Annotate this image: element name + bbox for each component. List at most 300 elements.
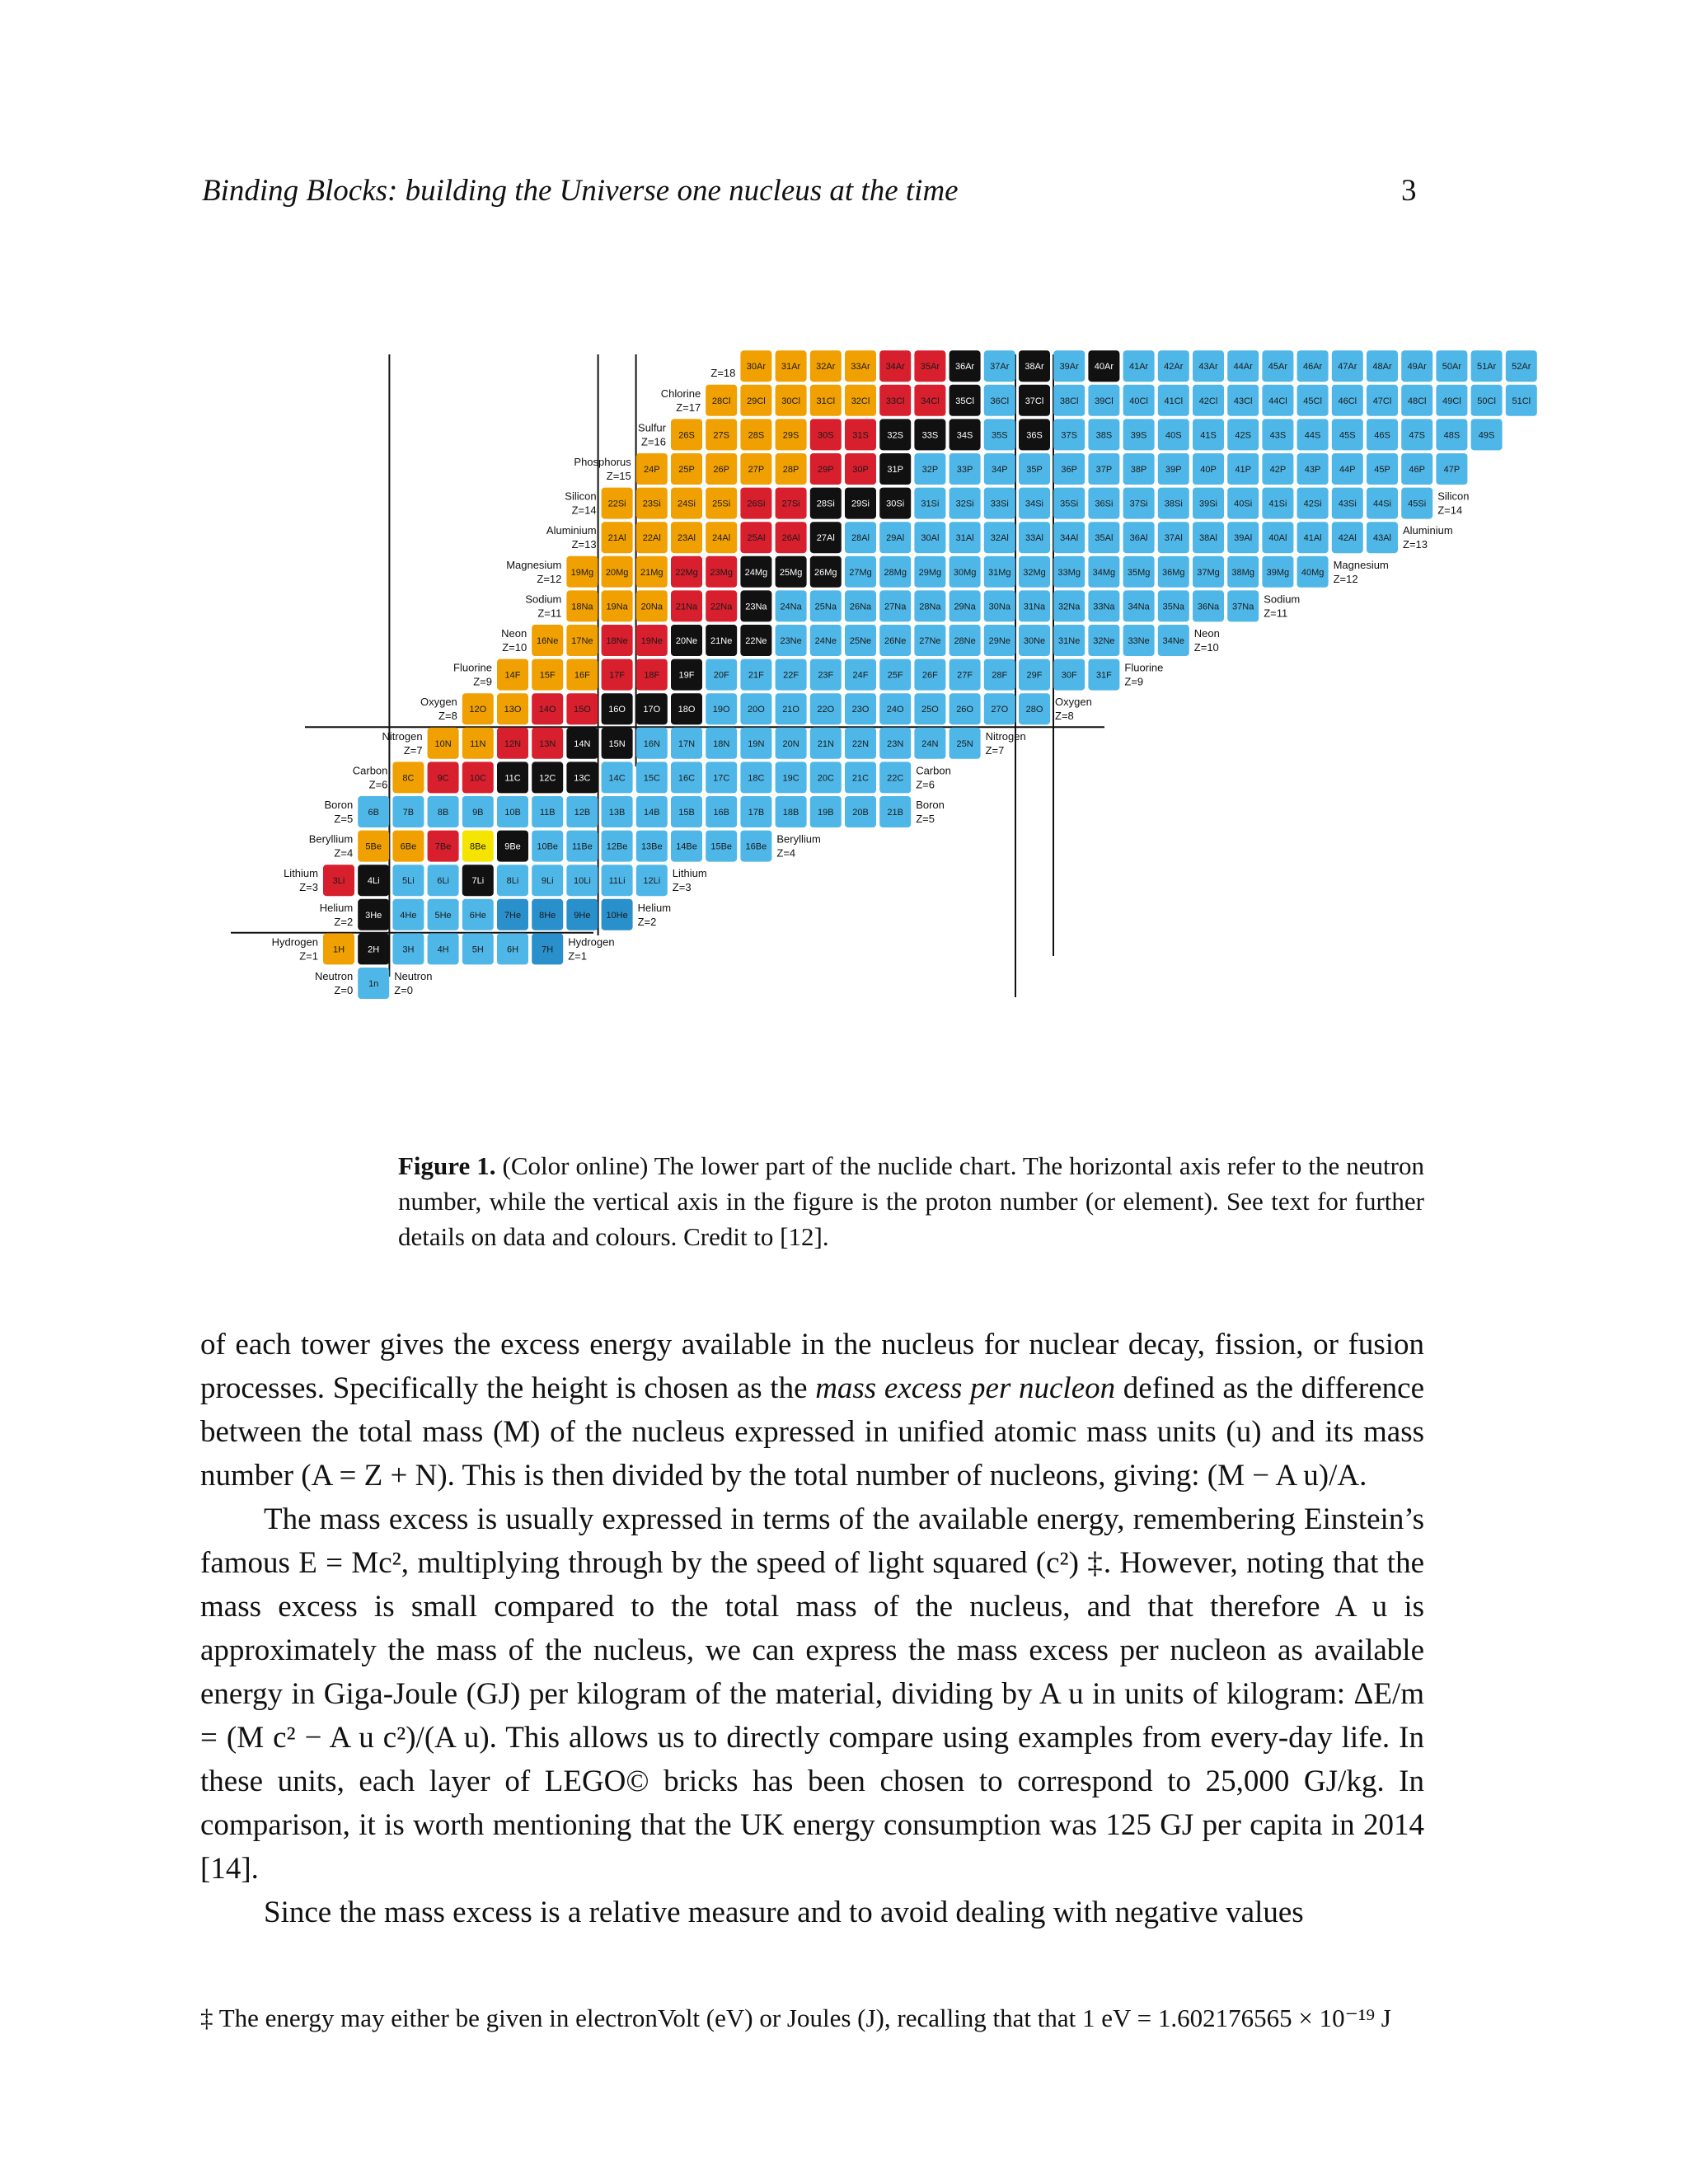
nuclide-symbol: 43P	[1304, 465, 1321, 475]
nuclide-symbol: 21Al	[607, 533, 626, 544]
nuclide-symbol: 41Al	[1303, 533, 1322, 544]
element-z-label: Z=6	[368, 778, 388, 791]
nuclide-symbol: 51Cl	[1512, 396, 1531, 406]
nuclide-symbol: 17O	[643, 705, 661, 715]
paragraph-1	[200, 1323, 1424, 1497]
nuclide-symbol: 40P	[1200, 465, 1217, 475]
nuclide-symbol: 42Al	[1338, 533, 1357, 544]
nuclide-symbol: 41Ar	[1128, 362, 1149, 373]
nuclide-symbol: 27Al	[816, 533, 835, 544]
nuclide-symbol: 40Al	[1268, 533, 1287, 544]
nuclide-symbol: 38P	[1130, 465, 1147, 475]
nuclide-symbol: 13O	[504, 705, 522, 715]
nuclide-symbol: 42Ar	[1164, 362, 1184, 373]
nuclide-symbol: 26P	[713, 465, 729, 475]
nuclide-symbol: 28F	[992, 670, 1008, 681]
nuclide-symbol: 12C	[539, 773, 556, 784]
nuclide-symbol: 23Mg	[710, 567, 733, 578]
nuclide-symbol: 39Si	[1198, 499, 1218, 509]
nuclide-symbol: 10Li	[574, 876, 591, 887]
nuclide-symbol: 28Cl	[711, 396, 731, 406]
right-element-name: Aluminium	[1403, 524, 1453, 537]
nuclide-symbol: 42Si	[1303, 499, 1322, 509]
nuclide-symbol: 31Cl	[816, 396, 836, 406]
nuclide-symbol: 28O	[1025, 705, 1043, 715]
nuclide-symbol: 15O	[574, 705, 591, 715]
nuclide-symbol: 3H	[402, 944, 415, 955]
element-z-label: Z=13	[571, 538, 597, 551]
right-element-name: Lithium	[672, 867, 707, 880]
nuclide-symbol: 30Na	[988, 602, 1010, 612]
running-title: Binding Blocks: building the Universe one nucleus at the time	[202, 174, 959, 208]
nuclide-symbol: 1H	[332, 944, 345, 955]
nuclide-symbol: 29Na	[954, 602, 976, 612]
nuclide-symbol: 46P	[1409, 465, 1425, 475]
nuclide-symbol: 25Si	[712, 499, 731, 509]
nuclide-symbol: 32Ne	[1093, 636, 1115, 646]
nuclide-symbol: 43Ar	[1198, 362, 1218, 373]
nuclide-symbol: 22Ne	[745, 636, 767, 646]
nuclide-symbol: 19O	[712, 705, 730, 715]
nuclide-symbol: 43Al	[1372, 533, 1392, 544]
nuclide-symbol: 27F	[957, 670, 973, 681]
nuclide-symbol: 38Al	[1198, 533, 1218, 544]
nuclide-symbol: 13Be	[640, 841, 663, 852]
nuclide-symbol: 6B	[368, 808, 379, 818]
right-element-z: Z=1	[568, 949, 587, 963]
element-name-label: Sulfur	[638, 421, 666, 434]
nuclide-symbol: 15B	[678, 808, 695, 818]
figure-caption-text: (Color online) The lower part of the nuclide chart. The horizontal axis refer to the neutron number, while the vertical axis in the figure is the proton number (or element). See text for further details on data and colours. Credit to [12].	[398, 1151, 1424, 1251]
nuclide-symbol: 23Al	[677, 533, 696, 544]
nuclide-symbol: 19Mg	[570, 567, 594, 578]
nuclide-symbol: 4H	[437, 944, 449, 955]
nuclide-symbol: 8Be	[470, 841, 486, 852]
nuclide-symbol: 25Na	[814, 602, 837, 612]
nuclide-symbol: 34Mg	[1092, 567, 1116, 578]
nuclide-symbol: 16F	[574, 670, 590, 681]
nuclide-symbol: 14F	[504, 670, 521, 681]
nuclide-symbol: 35P	[1026, 465, 1043, 475]
nuclide-symbol: 3Li	[332, 876, 345, 887]
nuclide-symbol: 24N	[921, 738, 939, 749]
element-z-label: Z=14	[571, 504, 597, 517]
right-element-name: Neutron	[394, 970, 433, 982]
nuclide-symbol: 38Mg	[1231, 567, 1254, 578]
element-name-label: Oxygen	[420, 696, 457, 709]
nuclide-symbol: 31Si	[921, 499, 940, 509]
nuclide-symbol: 40Mg	[1301, 567, 1325, 578]
nuclide-symbol: 20F	[713, 670, 729, 681]
element-z-label: Z=4	[334, 846, 354, 860]
right-element-z: Z=12	[1333, 572, 1358, 585]
nuclide-symbol: 7B	[402, 808, 415, 818]
element-name-label: Aluminium	[546, 524, 597, 537]
element-z-label: Z=9	[473, 675, 492, 688]
nuclide-cells	[323, 350, 1537, 999]
nuclide-symbol: 31P	[887, 465, 903, 475]
nuclide-symbol: 42Cl	[1198, 396, 1218, 406]
nuclide-symbol: 9He	[574, 910, 591, 921]
figure-label: Figure 1.	[398, 1151, 496, 1180]
nuclide-symbol: 24Na	[780, 602, 802, 612]
nuclide-symbol: 33Al	[1025, 533, 1044, 544]
nuclide-symbol: 35Cl	[955, 396, 974, 406]
element-z-label: Z=16	[641, 435, 666, 448]
nuclide-symbol: 19Na	[606, 602, 628, 612]
nuclide-symbol: 17B	[748, 808, 765, 818]
nuclide-symbol: 51Ar	[1476, 362, 1497, 373]
nuclide-symbol: 22F	[783, 670, 799, 681]
nuclide-symbol: 11B	[539, 808, 556, 818]
nuclide-symbol: 48Ar	[1372, 362, 1392, 373]
nuclide-symbol: 34Si	[1025, 499, 1044, 509]
nuclide-symbol: 25Ne	[849, 636, 872, 646]
nuclide-symbol: 20Mg	[605, 567, 629, 578]
nuclide-symbol: 30Mg	[953, 567, 977, 578]
nuclide-symbol: 40Ar	[1094, 362, 1114, 373]
nuclide-symbol: 39Ar	[1059, 362, 1079, 373]
nuclide-symbol: 19F	[678, 670, 695, 681]
nuclide-symbol: 44Si	[1372, 499, 1392, 509]
nuclide-symbol: 26Si	[747, 499, 766, 509]
element-name-label: Phosphorus	[574, 456, 631, 468]
nuclide-symbol: 23Ne	[780, 636, 802, 646]
paragraph-1-part-a: of each tower gives the excess energy available in the nucleus for nuclear decay, fission, or fusion processes. Specifically the height is chosen as the	[200, 1328, 1424, 1405]
nuclide-symbol: 29Si	[851, 499, 870, 509]
element-name-label: Fluorine	[453, 661, 492, 674]
nuclide-symbol: 12Be	[606, 841, 628, 852]
nuclide-symbol: 44Ar	[1233, 362, 1253, 373]
element-name-label: Neon	[501, 627, 528, 640]
nuclide-symbol: 10He	[606, 910, 628, 921]
nuclide-symbol: 37S	[1061, 430, 1077, 441]
nuclide-symbol: 9B	[472, 808, 484, 818]
nuclide-symbol: 32Al	[990, 533, 1009, 544]
nuclide-symbol: 14Be	[676, 841, 697, 852]
nuclide-symbol: 40Si	[1234, 499, 1253, 509]
nuclide-symbol: 10B	[504, 808, 521, 818]
nuclide-symbol: 27S	[713, 430, 729, 441]
nuclide-symbol: 36S	[1026, 430, 1043, 441]
nuclide-symbol: 10Be	[537, 841, 559, 852]
element-z-label: Z=15	[606, 470, 631, 482]
nuclide-symbol: 1n	[368, 979, 379, 989]
nuclide-symbol: 2H	[368, 944, 380, 955]
element-name-label: Lithium	[284, 867, 318, 880]
nuclide-symbol: 50Cl	[1477, 396, 1496, 406]
element-name-label: Silicon	[565, 490, 597, 503]
nuclide-symbol: 13N	[539, 738, 556, 749]
nuclide-symbol: 7Li	[471, 876, 485, 887]
nuclide-symbol: 9Be	[504, 841, 521, 852]
nuclide-symbol: 46S	[1374, 430, 1390, 441]
nuclide-symbol: 7He	[504, 910, 522, 921]
paragraph-3: Since the mass excess is a relative measure and to avoid dealing with negative values	[264, 1896, 1304, 1929]
nuclide-symbol: 30P	[852, 465, 869, 475]
nuclide-symbol: 33Ar	[851, 362, 870, 373]
nuclide-symbol: 19N	[748, 738, 765, 749]
nuclide-symbol: 37Si	[1129, 499, 1148, 509]
element-name-label: Neutron	[314, 970, 354, 982]
nuclide-symbol: 39Mg	[1266, 567, 1290, 578]
nuclide-symbol: 26F	[921, 670, 938, 681]
nuclide-symbol: 17C	[713, 773, 730, 784]
nuclide-symbol: 47Ar	[1338, 362, 1357, 373]
nuclide-symbol: 31Ar	[781, 362, 801, 373]
nuclide-symbol: 33Cl	[885, 396, 905, 406]
right-element-name: Neon	[1193, 627, 1220, 640]
nuclide-symbol: 22Na	[710, 602, 733, 612]
nuclide-symbol: 41P	[1235, 465, 1251, 475]
nuclide-symbol: 27P	[748, 465, 765, 475]
nuclide-symbol: 5Be	[365, 841, 382, 852]
nuclide-symbol: 17Ne	[571, 636, 593, 646]
nuclide-symbol: 43Cl	[1233, 396, 1253, 406]
element-z-label: Z=8	[438, 710, 457, 723]
nuclide-symbol: 25Mg	[779, 567, 803, 578]
nuclide-symbol: 28Mg	[884, 567, 907, 578]
nuclide-symbol: 24O	[886, 705, 904, 715]
nuclide-symbol: 39P	[1165, 465, 1182, 475]
nuclide-symbol: 6He	[469, 910, 486, 921]
nuclide-symbol: 21O	[782, 705, 799, 715]
nuclide-symbol: 16Ne	[537, 636, 559, 646]
nuclide-symbol: 30Cl	[781, 396, 800, 406]
nuclide-symbol: 18B	[782, 808, 799, 818]
nuclide-symbol: 21N	[817, 738, 834, 749]
element-name-label: Nitrogen	[382, 729, 423, 743]
nuclide-symbol: 30S	[818, 430, 834, 441]
nuclide-symbol: 21Ne	[710, 636, 733, 646]
nuclide-symbol: 33Si	[990, 499, 1009, 509]
nuclide-symbol: 13C	[574, 773, 591, 784]
nuclide-symbol: 39Al	[1234, 533, 1253, 544]
nuclide-symbol: 29F	[1026, 670, 1043, 681]
nuclide-symbol: 14B	[644, 808, 660, 818]
right-element-z: Z=4	[776, 846, 796, 860]
nuclide-symbol: 17N	[678, 738, 696, 749]
nuclide-symbol: 20B	[852, 808, 869, 818]
nuclide-symbol: 29S	[782, 430, 799, 441]
element-name-label: Hydrogen	[271, 935, 318, 949]
nuclide-symbol: 34Ne	[1162, 636, 1184, 646]
right-element-name: Helium	[637, 901, 672, 914]
nuclide-symbol: 6Be	[400, 841, 417, 852]
nuclide-symbol: 44P	[1339, 465, 1356, 475]
element-name-label: Chlorine	[660, 387, 701, 400]
nuclide-symbol: 28Ne	[954, 636, 976, 646]
nuclide-chart	[0, 0, 1688, 1014]
nuclide-symbol: 36Cl	[990, 396, 1010, 406]
nuclide-symbol: 13B	[608, 808, 626, 818]
nuclide-symbol: 12N	[504, 738, 522, 749]
nuclide-symbol: 34Al	[1060, 533, 1079, 544]
nuclide-symbol: 15F	[539, 670, 556, 681]
nuclide-symbol: 49S	[1478, 430, 1495, 441]
nuclide-symbol: 35Si	[1060, 499, 1079, 509]
nuclide-symbol: 35Al	[1095, 533, 1114, 544]
element-name-label: Beryllium	[308, 832, 354, 846]
element-name-label: Magnesium	[506, 558, 562, 571]
nuclide-symbol: 19B	[818, 808, 834, 818]
nuclide-symbol: 9C	[437, 773, 449, 784]
nuclide-symbol: 39S	[1130, 430, 1147, 441]
nuclide-symbol: 41Si	[1268, 499, 1287, 509]
nuclide-symbol: 26Ne	[884, 636, 907, 646]
nuclide-symbol: 36Si	[1095, 499, 1114, 509]
nuclide-symbol: 20C	[817, 773, 834, 784]
nuclide-symbol: 37Cl	[1025, 396, 1044, 406]
nuclide-symbol: 8He	[539, 910, 556, 921]
nuclide-symbol: 24Al	[712, 533, 731, 544]
nuclide-symbol: 16C	[678, 773, 696, 784]
nuclide-symbol: 29Mg	[918, 567, 942, 578]
nuclide-symbol: 18Na	[571, 602, 593, 612]
right-element-name: Carbon	[916, 764, 951, 777]
nuclide-symbol: 16N	[643, 738, 660, 749]
nuclide-symbol: 21Na	[675, 602, 698, 612]
nuclide-symbol: 25N	[956, 738, 973, 749]
nuclide-symbol: 20N	[782, 738, 799, 749]
nuclide-symbol: 30Al	[921, 533, 940, 544]
right-element-z: Z=3	[672, 881, 692, 894]
nuclide-symbol: 12O	[469, 705, 487, 715]
nuclide-symbol: 39Cl	[1095, 396, 1114, 406]
nuclide-symbol: 44Cl	[1268, 396, 1287, 406]
right-element-name: Sodium	[1264, 593, 1301, 606]
nuclide-symbol: 43Si	[1338, 499, 1357, 509]
paragraph-1-emphasis: mass excess per nucleon	[815, 1371, 1116, 1405]
element-name-label: Sodium	[525, 593, 562, 606]
nuclide-symbol: 36P	[1061, 465, 1077, 475]
nuclide-symbol: 27Na	[884, 602, 907, 612]
element-z-label: Z=11	[537, 607, 562, 620]
nuclide-symbol: 8B	[437, 808, 449, 818]
element-z-label: Z=7	[403, 743, 423, 757]
nuclide-symbol: 33S	[921, 430, 939, 441]
nuclide-symbol: 14N	[574, 738, 591, 749]
nuclide-symbol: 22N	[851, 738, 870, 749]
nuclide-symbol: 32Ar	[816, 362, 836, 373]
nuclide-symbol: 5H	[471, 944, 484, 955]
right-element-name: Oxygen	[1055, 696, 1092, 709]
nuclide-symbol: 29Cl	[747, 396, 766, 406]
nuclide-symbol: 34S	[956, 430, 973, 441]
nuclide-symbol: 38Cl	[1059, 396, 1079, 406]
nuclide-symbol: 5Li	[402, 876, 415, 887]
right-element-z: Z=11	[1264, 607, 1288, 620]
nuclide-symbol: 47Cl	[1372, 396, 1392, 406]
nuclide-symbol: 26Na	[849, 602, 872, 612]
nuclide-symbol: 15N	[608, 738, 626, 749]
nuclide-symbol: 41S	[1200, 430, 1217, 441]
nuclide-symbol: 34Na	[1128, 602, 1150, 612]
nuclide-symbol: 33Na	[1093, 602, 1115, 612]
nuclide-symbol: 35Mg	[1127, 567, 1151, 578]
nuclide-symbol: 30Si	[886, 499, 905, 509]
right-element-z: Z=14	[1437, 504, 1463, 517]
nuclide-symbol: 32Cl	[851, 396, 870, 406]
nuclide-symbol: 15C	[643, 773, 660, 784]
nuclide-symbol: 45Ar	[1268, 362, 1288, 373]
nuclide-symbol: 14C	[608, 773, 626, 784]
page-number: 3	[1401, 174, 1417, 208]
nuclide-symbol: 18O	[678, 705, 696, 715]
nuclide-symbol: 29P	[818, 465, 834, 475]
nuclide-symbol: 21B	[887, 808, 903, 818]
nuclide-symbol: 27Mg	[849, 567, 872, 578]
nuclide-symbol: 21C	[851, 773, 870, 784]
nuclide-symbol: 22O	[817, 705, 835, 715]
right-element-name: Nitrogen	[985, 729, 1026, 743]
nuclide-symbol: 20Na	[640, 602, 663, 612]
nuclide-symbol: 28Al	[851, 533, 870, 544]
nuclide-symbol: 24Si	[677, 499, 696, 509]
nuclide-symbol: 40Cl	[1129, 396, 1148, 406]
element-z-label: Z=1	[299, 949, 318, 963]
nuclide-symbol: 40S	[1165, 430, 1182, 441]
element-name-label: Carbon	[352, 764, 388, 777]
paragraph-2	[200, 1497, 1424, 1891]
nuclide-symbol: 52Ar	[1512, 362, 1531, 373]
nuclide-symbol: 22Si	[607, 499, 626, 509]
nuclide-symbol: 26Al	[781, 533, 800, 544]
nuclide-symbol: 31F	[1095, 670, 1112, 681]
element-name-label: Helium	[319, 901, 354, 914]
nuclide-symbol: 23O	[851, 705, 870, 715]
nuclide-symbol: 32Mg	[1023, 567, 1046, 578]
nuclide-symbol: 31S	[852, 430, 869, 441]
right-element-z: Z=13	[1403, 538, 1428, 551]
paragraph-2-text: The mass excess is usually expressed in terms of the available energy, remembering Einstein’s famous E = Mc², multiplying through by the speed of light squared (c²) ‡. However, noting that the mass excess is small compared to the total mass of the nucleus, and that therefore A u is approximately the mass of the nucleus, we can express the mass excess per nucleon as available energy in Giga-Joule (GJ) per kilogram of the material, dividing by A u in units of kilogram: ΔE/m = (M c² − A u c²)/(A u). This allows us to directly compare using examples from every-day life. In these units, each layer of LEGO© bricks has been chosen to correspond to 25,000 GJ/kg. In comparison, it is worth mentioning that the UK energy consumption was 125 GJ per capita in 2014 [14].	[200, 1502, 1424, 1886]
right-element-name: Hydrogen	[568, 935, 615, 949]
nuclide-symbol: 35S	[992, 430, 1008, 441]
nuclide-symbol: 37P	[1095, 465, 1113, 475]
nuclide-symbol: 7Be	[434, 841, 452, 852]
nuclide-symbol: 15Be	[710, 841, 733, 852]
nuclide-symbol: 37Mg	[1197, 567, 1220, 578]
nuclide-symbol: 31Ne	[1058, 636, 1081, 646]
nuclide-symbol: 21Mg	[640, 567, 663, 578]
nuclide-symbol: 36Mg	[1162, 567, 1185, 578]
right-element-z: Z=2	[637, 915, 657, 928]
nuclide-symbol: 30Ar	[746, 362, 767, 373]
nuclide-symbol: 18C	[748, 773, 765, 784]
element-name-label: Boron	[324, 799, 354, 811]
nuclide-symbol: 38Ar	[1025, 362, 1044, 373]
nuclide-symbol: 38Si	[1164, 499, 1183, 509]
nuclide-symbol: 22Mg	[675, 567, 698, 578]
nuclide-symbol: 25F	[887, 670, 903, 681]
nuclide-symbol: 48S	[1443, 430, 1461, 441]
right-element-z: Z=5	[916, 813, 935, 825]
right-element-z: Z=9	[1124, 675, 1144, 688]
nuclide-symbol: 45S	[1339, 430, 1356, 441]
right-element-z: Z=8	[1055, 710, 1074, 723]
nuclide-symbol: 33P	[956, 465, 973, 475]
right-element-z: Z=6	[916, 778, 935, 791]
nuclide-symbol: 37Na	[1232, 602, 1254, 612]
nuclide-symbol: 22C	[887, 773, 904, 784]
nuclide-symbol: 3He	[365, 910, 382, 921]
right-element-name: Beryllium	[776, 832, 821, 846]
nuclide-symbol: 26S	[678, 430, 695, 441]
nuclide-symbol: 17F	[609, 670, 626, 681]
nuclide-symbol: 19C	[782, 773, 799, 784]
nuclide-symbol: 50Ar	[1442, 362, 1462, 373]
nuclide-symbol: 7H	[542, 944, 554, 955]
